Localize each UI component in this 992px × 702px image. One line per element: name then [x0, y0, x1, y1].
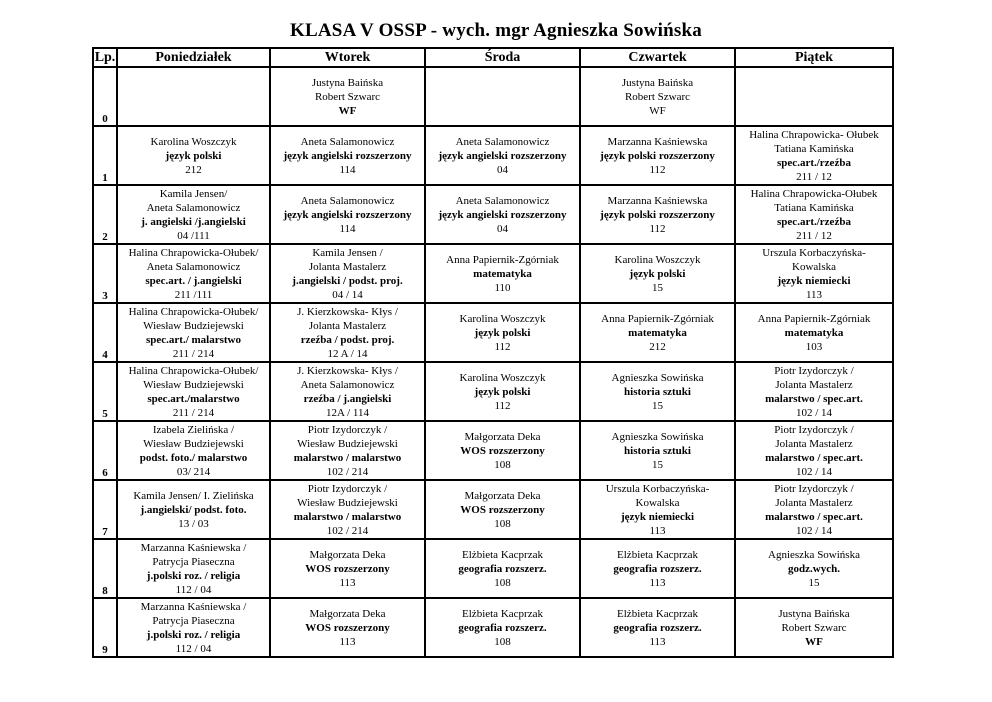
- lesson-info: Kowalska: [635, 496, 680, 509]
- lesson-info: Halina Chrapowicka-Ołubek: [750, 187, 878, 200]
- lesson-info: Elżbieta Kacprzak: [617, 607, 698, 620]
- lesson-info: Urszula Korbaczyńska-: [605, 482, 710, 495]
- lesson-cell-wednesday: [425, 303, 580, 362]
- lesson-cell-tuesday: [270, 185, 425, 244]
- lesson-number: 7: [93, 480, 117, 539]
- lesson-info: 15: [652, 281, 663, 294]
- lesson-info: 13 / 03: [178, 517, 209, 530]
- page-title: KLASA V OSSP - wych. mgr Agnieszka Sowińska: [290, 20, 702, 41]
- lesson-info: Jolanta Mastalerz: [775, 378, 853, 391]
- lesson-info: Robert Szwarc: [624, 90, 691, 103]
- lesson-info: Małgorzata Deka: [464, 430, 541, 443]
- lesson-info: Elżbieta Kacprzak: [462, 548, 543, 561]
- lesson-cell-friday: [735, 185, 893, 244]
- lesson-cell-thursday: [580, 598, 735, 657]
- lesson-info: 112: [494, 340, 511, 353]
- lesson-info: 113: [649, 635, 666, 648]
- lesson-info: Aneta Salamonowicz: [300, 135, 395, 148]
- lesson-cell-thursday: [580, 421, 735, 480]
- lesson-info: 113: [339, 576, 356, 589]
- lesson-info: Wiesław Budziejewski: [297, 437, 398, 450]
- lesson-cell-thursday: [580, 244, 735, 303]
- lesson-cell-monday: [117, 244, 270, 303]
- lesson-cell-monday: [117, 539, 270, 598]
- lesson-info: J. Kierzkowska- Kłys /: [297, 364, 398, 377]
- lesson-cell-tuesday: [270, 421, 425, 480]
- lesson-row: [93, 421, 893, 480]
- lesson-info: Justyna Baińska: [311, 76, 384, 89]
- lesson-subject: język angielski rozszerzony: [283, 208, 412, 221]
- lesson-info: Małgorzata Deka: [464, 489, 541, 502]
- lesson-cell-tuesday: [270, 480, 425, 539]
- lesson-cell-wednesday: [425, 126, 580, 185]
- lesson-info: Wiesław Budziejewski: [143, 319, 244, 332]
- lesson-subject: spec.art./rzeźba: [777, 156, 851, 169]
- lesson-subject: matematyka: [784, 326, 844, 339]
- lesson-info: Aneta Salamonowicz: [455, 194, 550, 207]
- lesson-info: Anna Papiernik-Zgórniak: [757, 312, 871, 325]
- lesson-subject: malarstwo / spec.art.: [765, 510, 863, 523]
- header-thursday: Czwartek: [580, 48, 735, 67]
- lesson-subject: WF: [805, 635, 823, 648]
- lesson-info: 212: [649, 340, 666, 353]
- lesson-subject: j.polski roz. / religia: [146, 628, 241, 641]
- header-wednesday: Środa: [425, 48, 580, 67]
- lesson-cell-thursday: [580, 539, 735, 598]
- lesson-info: Halina Chrapowicka-Ołubek/: [128, 305, 259, 318]
- lesson-info: Piotr Izydorczyk /: [774, 364, 854, 377]
- lesson-info: Małgorzata Deka: [309, 548, 386, 561]
- lesson-cell-friday: [735, 598, 893, 657]
- lesson-subject: spec.art./ malarstwo: [145, 333, 241, 346]
- lesson-subject: godz.wych.: [788, 562, 840, 575]
- lesson-info: Elżbieta Kacprzak: [617, 548, 698, 561]
- lesson-info: 211 / 214: [172, 347, 215, 360]
- lesson-info: Piotr Izydorczyk /: [774, 423, 854, 436]
- lesson-cell-friday: [735, 126, 893, 185]
- lesson-info: Kowalska: [792, 260, 836, 273]
- lesson-subject: język angielski rozszerzony: [438, 208, 567, 221]
- lesson-info: Piotr Izydorczyk /: [307, 482, 388, 495]
- lesson-info: 112: [649, 222, 666, 235]
- lesson-row: [93, 480, 893, 539]
- lesson-info: Kamila Jensen /: [312, 246, 383, 259]
- lesson-info: 103: [805, 340, 823, 353]
- lesson-subject: język niemiecki: [777, 274, 851, 287]
- lesson-subject: geografia rozszerz.: [613, 621, 702, 634]
- lesson-subject: malarstwo / spec.art.: [765, 451, 863, 464]
- lesson-subject: matematyka: [628, 326, 687, 339]
- lesson-row: [93, 598, 893, 657]
- lesson-info: 113: [649, 524, 666, 537]
- lesson-info: Agnieszka Sowińska: [768, 548, 860, 561]
- lesson-info: Marzanna Kaśniewska: [607, 135, 708, 148]
- lesson-row: [93, 67, 893, 126]
- lesson-subject: j. angielski /j.angielski: [141, 215, 246, 228]
- lesson-info: Piotr Izydorczyk /: [307, 423, 388, 436]
- lesson-info: 102 / 14: [795, 465, 833, 478]
- lesson-subject: j.polski roz. / religia: [146, 569, 241, 582]
- lesson-info: Małgorzata Deka: [309, 607, 386, 620]
- lesson-info: Jolanta Mastalerz: [308, 319, 387, 332]
- lesson-cell-wednesday: [425, 539, 580, 598]
- lesson-info: Marzanna Kaśniewska: [607, 194, 708, 207]
- lesson-info: 03/ 214: [176, 465, 211, 478]
- lesson-info: 112 / 04: [175, 642, 212, 655]
- lesson-row: [93, 244, 893, 303]
- lesson-cell-monday: [117, 185, 270, 244]
- lesson-info: Karolina Woszczyk: [459, 371, 546, 384]
- lesson-info: 211 / 12: [796, 229, 832, 242]
- lesson-info: 112 / 04: [175, 583, 212, 596]
- header-lp: Lp.: [93, 48, 117, 67]
- lesson-info: 15: [808, 576, 820, 589]
- lesson-cell-tuesday: [270, 126, 425, 185]
- lesson-info: Anna Papiernik-Zgórniak: [446, 253, 559, 266]
- lesson-info: 04: [497, 222, 508, 235]
- lesson-number: 2: [93, 185, 117, 244]
- lesson-cell-wednesday: [425, 67, 580, 126]
- lesson-info: 04: [497, 163, 508, 176]
- lesson-subject: geografia rozszerz.: [613, 562, 702, 575]
- lesson-subject: spec.art. / j.angielski: [145, 274, 242, 287]
- lesson-info: 15: [652, 399, 663, 412]
- lesson-info: 102 / 214: [326, 524, 369, 537]
- lesson-cell-thursday: [580, 480, 735, 539]
- lesson-number: 9: [93, 598, 117, 657]
- lesson-cell-thursday: [580, 362, 735, 421]
- lesson-info: Karolina Woszczyk: [150, 135, 237, 148]
- lesson-info: 108: [494, 517, 511, 530]
- lesson-cell-wednesday: [425, 244, 580, 303]
- lesson-info: J. Kierzkowska- Kłys /: [297, 305, 398, 318]
- lesson-info: Tatiana Kamińska: [774, 142, 854, 155]
- lesson-info: 114: [339, 163, 356, 176]
- lesson-number: 1: [93, 126, 117, 185]
- lesson-number: 5: [93, 362, 117, 421]
- lesson-info: 211 / 214: [172, 406, 215, 419]
- lesson-number: 6: [93, 421, 117, 480]
- lesson-cell-friday: [735, 303, 893, 362]
- lesson-info: 102 / 214: [326, 465, 369, 478]
- lesson-number: 4: [93, 303, 117, 362]
- lesson-subject: rzeźba / podst. proj.: [300, 333, 395, 346]
- lesson-info: 102 / 14: [795, 406, 833, 419]
- lesson-info: Patrycja Piaseczna: [152, 614, 235, 627]
- lesson-cell-monday: [117, 480, 270, 539]
- lesson-info: Jolanta Mastalerz: [775, 437, 853, 450]
- lesson-info: 12A / 114: [326, 406, 369, 419]
- lesson-info: Robert Szwarc: [314, 90, 381, 103]
- lesson-subject: historia sztuki: [624, 385, 691, 398]
- lesson-info: WF: [649, 104, 666, 117]
- header-friday: Piątek: [735, 48, 893, 67]
- header-monday: Poniedziałek: [117, 48, 270, 67]
- lesson-cell-friday: [735, 362, 893, 421]
- lesson-info: Jolanta Mastalerz: [775, 496, 853, 509]
- lesson-subject: rzeźba / j.angielski: [303, 392, 392, 405]
- lesson-cell-tuesday: [270, 303, 425, 362]
- lesson-info: 113: [649, 576, 666, 589]
- lesson-info: 15: [652, 458, 663, 471]
- lesson-subject: malarstwo / malarstwo: [293, 510, 402, 523]
- lesson-cell-wednesday: [425, 421, 580, 480]
- lesson-info: Halina Chrapowicka-Ołubek/: [128, 246, 259, 259]
- lesson-info: 112: [494, 399, 511, 412]
- lesson-info: Karolina Woszczyk: [614, 253, 701, 266]
- lesson-subject: WOS rozszerzony: [460, 503, 545, 516]
- lesson-info: 113: [339, 635, 356, 648]
- lesson-cell-friday: [735, 421, 893, 480]
- lesson-cell-thursday: [580, 67, 735, 126]
- lesson-subject: j.angielski/ podst. foto.: [140, 503, 247, 516]
- lesson-info: Patrycja Piaseczna: [152, 555, 235, 568]
- header-row: [93, 48, 893, 67]
- lesson-info: 108: [494, 635, 511, 648]
- lesson-subject: język angielski rozszerzony: [283, 149, 412, 162]
- lesson-row: [93, 126, 893, 185]
- lesson-info: Karolina Woszczyk: [459, 312, 546, 325]
- lesson-subject: matematyka: [473, 267, 532, 280]
- lesson-info: 212: [185, 163, 202, 176]
- lesson-cell-thursday: [580, 126, 735, 185]
- lesson-subject: malarstwo / malarstwo: [293, 451, 402, 464]
- lesson-subject: język niemiecki: [620, 510, 694, 523]
- lesson-info: Agnieszka Sowińska: [611, 430, 704, 443]
- lesson-row: [93, 303, 893, 362]
- lesson-subject: język polski: [474, 326, 531, 339]
- lesson-info: Marzanna Kaśniewska /: [140, 541, 247, 554]
- lesson-row: [93, 185, 893, 244]
- lesson-subject: j.angielski / podst. proj.: [292, 274, 403, 287]
- lesson-row: [93, 362, 893, 421]
- lesson-info: Jolanta Mastalerz: [308, 260, 387, 273]
- lesson-subject: malarstwo / spec.art.: [765, 392, 863, 405]
- lesson-info: Piotr Izydorczyk /: [774, 482, 854, 495]
- lesson-cell-wednesday: [425, 362, 580, 421]
- lesson-subject: spec.art./rzeźba: [777, 215, 851, 228]
- lesson-info: Justyna Baińska: [621, 76, 694, 89]
- lesson-number: 8: [93, 539, 117, 598]
- lesson-subject: spec.art./malarstwo: [147, 392, 240, 405]
- lesson-number: 3: [93, 244, 117, 303]
- lesson-info: 108: [494, 576, 511, 589]
- lesson-subject: język polski rozszerzony: [600, 208, 715, 221]
- lesson-subject: język angielski rozszerzony: [438, 149, 567, 162]
- lesson-info: Kamila Jensen/ I. Zielińska: [133, 489, 254, 502]
- lesson-cell-friday: [735, 539, 893, 598]
- lesson-info: Elżbieta Kacprzak: [462, 607, 543, 620]
- lesson-cell-monday: [117, 303, 270, 362]
- lesson-subject: geografia rozszerz.: [458, 562, 547, 575]
- lesson-info: 04 / 14: [332, 288, 363, 301]
- lesson-info: Justyna Baińska: [778, 607, 850, 620]
- lesson-info: 113: [805, 288, 823, 301]
- lesson-subject: język polski: [474, 385, 531, 398]
- lesson-info: Kamila Jensen/: [159, 187, 228, 200]
- lesson-info: 102 / 14: [795, 524, 833, 537]
- lesson-info: Robert Szwarc: [781, 621, 847, 634]
- lesson-info: 211 / 12: [796, 170, 832, 183]
- lesson-cell-monday: [117, 598, 270, 657]
- lesson-subject: historia sztuki: [624, 444, 691, 457]
- lesson-info: Anna Papiernik-Zgórniak: [601, 312, 714, 325]
- lesson-info: Marzanna Kaśniewska /: [140, 600, 247, 613]
- lesson-cell-monday: [117, 126, 270, 185]
- lesson-info: Halina Chrapowicka-Ołubek/: [128, 364, 259, 377]
- lesson-number: 0: [93, 67, 117, 126]
- lesson-info: 110: [494, 281, 511, 294]
- lesson-info: Wiesław Budziejewski: [143, 378, 244, 391]
- lesson-info: 112: [649, 163, 666, 176]
- lesson-cell-tuesday: [270, 67, 425, 126]
- lesson-info: 108: [494, 458, 511, 471]
- lesson-cell-wednesday: [425, 185, 580, 244]
- lesson-info: 12 A / 14: [327, 347, 368, 360]
- lesson-info: Aneta Salamonowicz: [146, 260, 241, 273]
- lesson-info: Aneta Salamonowicz: [455, 135, 550, 148]
- lesson-subject: podst. foto./ malarstwo: [139, 451, 248, 464]
- lesson-cell-wednesday: [425, 480, 580, 539]
- lesson-subject: język polski rozszerzony: [600, 149, 715, 162]
- lesson-subject: język polski: [165, 149, 222, 162]
- lesson-subject: język polski: [629, 267, 686, 280]
- lesson-info: Agnieszka Sowińska: [611, 371, 704, 384]
- lesson-cell-thursday: [580, 303, 735, 362]
- lesson-cell-monday: [117, 362, 270, 421]
- lesson-subject: WOS rozszerzony: [305, 621, 390, 634]
- lesson-info: Aneta Salamonowicz: [146, 201, 241, 214]
- lesson-info: Aneta Salamonowicz: [300, 378, 395, 391]
- lesson-cell-friday: [735, 244, 893, 303]
- header-tuesday: Wtorek: [270, 48, 425, 67]
- lesson-cell-friday: [735, 67, 893, 126]
- timetable-body: [93, 67, 893, 657]
- lesson-cell-friday: [735, 480, 893, 539]
- lesson-info: Urszula Korbaczyńska-: [762, 246, 866, 259]
- lesson-cell-wednesday: [425, 598, 580, 657]
- lesson-subject: WOS rozszerzony: [460, 444, 545, 457]
- lesson-cell-tuesday: [270, 362, 425, 421]
- lesson-subject: WF: [338, 104, 357, 117]
- lesson-row: [93, 539, 893, 598]
- lesson-info: Aneta Salamonowicz: [300, 194, 395, 207]
- lesson-info: Izabela Zielińska /: [152, 423, 235, 436]
- lesson-info: 04 /111: [177, 229, 210, 242]
- lesson-cell-tuesday: [270, 539, 425, 598]
- lesson-cell-monday: [117, 421, 270, 480]
- lesson-info: Wiesław Budziejewski: [297, 496, 398, 509]
- lesson-info: Halina Chrapowicka- Ołubek: [749, 128, 879, 141]
- lesson-cell-tuesday: [270, 598, 425, 657]
- lesson-cell-thursday: [580, 185, 735, 244]
- lesson-info: 211 /111: [174, 288, 213, 301]
- timetable: [92, 47, 894, 658]
- lesson-cell-tuesday: [270, 244, 425, 303]
- lesson-subject: WOS rozszerzony: [305, 562, 390, 575]
- lesson-info: 114: [339, 222, 356, 235]
- lesson-info: Tatiana Kamińska: [774, 201, 854, 214]
- lesson-info: Wiesław Budziejewski: [143, 437, 244, 450]
- lesson-subject: geografia rozszerz.: [458, 621, 547, 634]
- lesson-cell-monday: [117, 67, 270, 126]
